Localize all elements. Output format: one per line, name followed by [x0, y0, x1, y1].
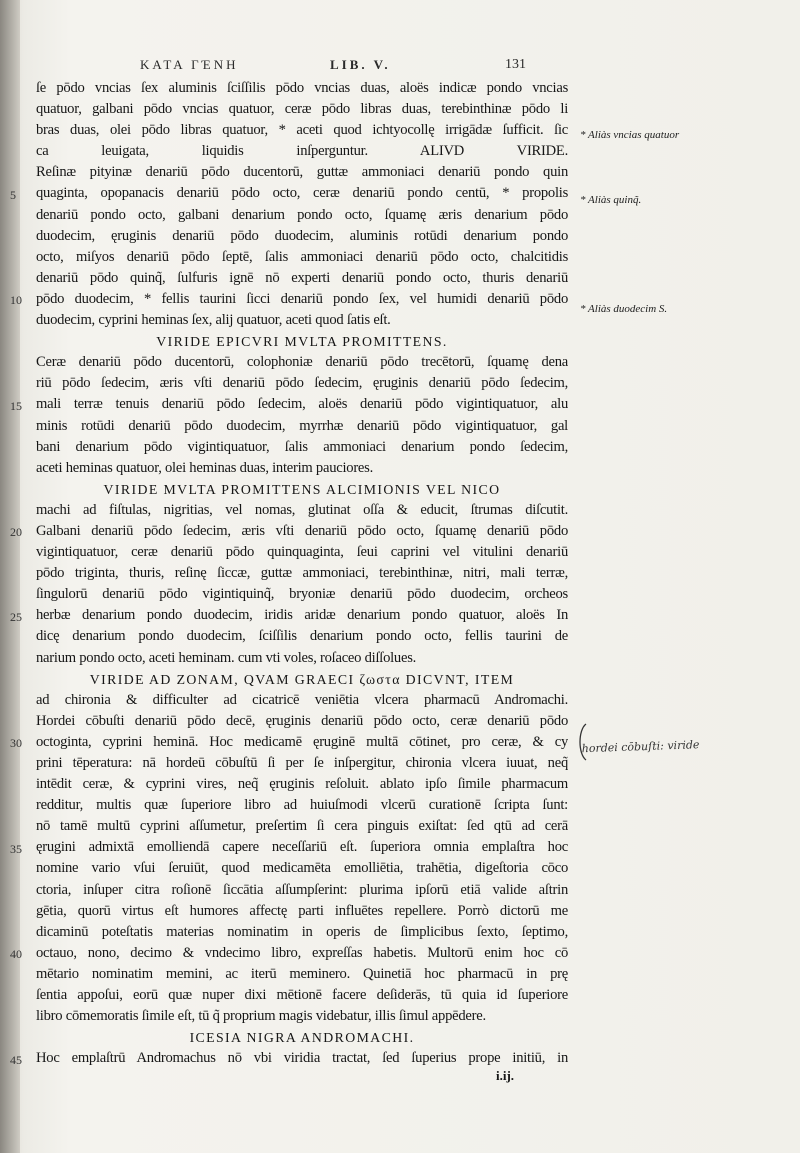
text-line: machi ad fiſtulas, nigritias, vel nomas, glutinat oſſa & educit, ſtrumas diſcutit.	[36, 501, 568, 518]
text-line: gētia, quorū virtus eſt humores affectę parti influētes repellere. Porrò dictorū me	[36, 902, 568, 919]
text-line: ca leuigata, liquidis inſperguntur. ALIVD VIRIDE.	[36, 143, 568, 160]
text-line: redditur, multis quæ ſuperiore libro ad huiuſmodi vlcerū curationē ſcripta ſunt:	[36, 797, 568, 814]
line-number: 45	[10, 1052, 22, 1067]
line-number: 30	[10, 736, 22, 751]
line-number: 5	[10, 187, 16, 202]
text-line: nō tamē multū cyprini aſſumetur, preſertim ſi cera pinguis exiſtat: ſed qtū ad cerā	[36, 818, 568, 835]
text-line: Ceræ denariū pōdo ducentorū, colophoniæ denariū pōdo trecētorū, ſquamę dena	[36, 354, 568, 371]
text-line: duodecim, cyprini heminas ſex, alij quatuor, aceti quod ſatis eſt.	[36, 312, 391, 329]
text-line: libro cōmemoratis ſimile eſt, tū q̃ proprium magis videbatur, illis ſimul appēdere.	[36, 1008, 486, 1025]
text-line: Galbani denariū pōdo ſedecim, æris vſti denariū pōdo octo, ſquamę denariū pōdo	[36, 522, 568, 539]
running-head-greek: ΚΑΤΑ ΓΈΝΗ	[140, 57, 239, 72]
text-line: ctoria, inſuper citra roſionē ſiccātia aſſumpſerint: plurima ipſorū etiā valide aſtrin	[36, 881, 568, 898]
text-line: Hordei cōbuſti denariū pōdo decē, ęruginis denariū pōdo octo, ceræ denariū pōdo	[36, 712, 568, 729]
gutter-shadow	[0, 0, 20, 1153]
text-line: pōdo duodecim, * fellis taurini ſicci denariū pondo ſex, vel humidi denariū pōdo	[36, 290, 568, 307]
line-number: 10	[10, 293, 22, 307]
section-heading: VIRIDE EPICVRI MVLTA PROMITTENS.	[156, 334, 448, 350]
text-line: ſe pōdo vncias ſex aluminis ſciſſilis pōdo vncias duas, aloës indicæ pondo vncias	[36, 80, 568, 96]
line-number: 25	[10, 609, 22, 624]
text-line: quatuor, galbani pōdo vncias quatuor, ceræ pōdo libras duas, terebinthinæ pōdo li	[36, 101, 568, 118]
text-line: ſentia appoſui, eorū quæ nuper dixi mētionē facere deſiderās, tū quia id ſuperiore	[36, 987, 568, 1004]
text-line: pōdo triginta, thuris, reſinę ſiccæ, guttæ ammoniaci, terebinthinæ, nitri, mali terræ,	[36, 565, 568, 582]
text-line: riū pōdo ſedecim, æris vſti denariū pōdo ſedecim, ęruginis denariū pōdo ſedecim,	[36, 375, 568, 392]
text-line: minis rotūdi denariū pōdo duodecim, myrrhæ denariū pōdo vigintiquatuor, gal	[36, 417, 568, 434]
text-line: intēdit ceræ, & cyprini vires, neq̃ ęruginis reſoluit. ablato ipſo ſimile pharmacum	[36, 776, 568, 793]
text-line: dicę denarium pondo duodecim, ſciſſilis denarium pondo octo, fellis taurini de	[36, 628, 568, 645]
text-line: mali terræ tenuis denariū pōdo ſedecim, aloës denariū pōdo vigintiquatuor, alu	[36, 396, 568, 413]
text-line: vigintiquatuor, ceræ denariū pōdo quinquaginta, ſeui caprini vel vitulini denariū	[36, 544, 568, 561]
text-line: ęrugini admixtā emolliendā capere neceſſariū eſt. ſuperiora omnia emplaſtra hoc	[36, 839, 568, 856]
text-line: nomine vario vſui ſeruiūt, quod medicamēta emolliētia, trahētia, digeſtoria cōco	[36, 860, 568, 877]
text-line: duodecim, ęruginis denariū pōdo duodecim, aluminis rotūdi denarium pondo	[36, 227, 568, 244]
text-line: quaginta, opopanacis denariū pōdo octo, ceræ denariū pondo centū, * propolis	[36, 185, 568, 202]
text-line: ad chironia & difficulter ad cicatricē veniētia vlcera pharmacū Andromachi.	[36, 691, 568, 708]
line-number: 40	[10, 947, 22, 962]
handwritten-margin-note: hordei cōbuſti: viride	[581, 738, 700, 756]
line-number: 35	[10, 841, 22, 856]
line-number: 20	[10, 525, 22, 540]
text-line: octoginta, cyprini heminā. Hoc medicamē ęruginē multā cōtinet, pro ceræ, & cy	[36, 733, 568, 750]
text-line: Hoc emplaſtrū Andromachus nō vbi viridia tractat, ſed ſuperius prope initiū, in	[36, 1050, 568, 1067]
margin-note-2: * Aliàs quinq̃.	[580, 194, 642, 206]
running-head	[140, 57, 540, 77]
text-line: bras duas, olei pōdo libras quatuor, * aceti quod ichtyocollę irrigādæ ſufficit. ſic	[36, 122, 568, 139]
margin-note-1: * Aliàs vncias quatuor	[580, 129, 680, 141]
margin-note-3: * Aliàs duodecim S.	[580, 303, 668, 315]
folio-number: 131	[505, 57, 526, 72]
text-line: octauo, nono, decimo & vndecimo libro, expreſſas habetis. Multorū enim hoc cō	[36, 944, 568, 961]
text-line: octo, miſyos denariū pōdo ſeptē, ſalis ammoniaci denariū pōdo octo, chalcitidis	[36, 248, 568, 265]
text-line: aceti heminas quatuor, olei heminas duas, interim pauciores.	[36, 459, 373, 476]
text-line: mētario nominatim memini, ac iterū meminero. Quinetiā hoc pharmacū in prę	[36, 965, 568, 982]
text-line: herbæ denarium pondo duodecim, iridis aridæ denarium pondo quatuor, aloës In	[36, 607, 568, 624]
text-line: bani denarium pōdo vigintiquatuor, ſalis ammoniaci denarium pondo ſedecim,	[36, 438, 568, 455]
text-line: denariū pondo octo, galbani denarium pondo octo, ſquamę æris denarium pōdo	[36, 206, 568, 223]
text-line: dicaminū poteſtatis materias nominatim in operis de ſimplicibus ſexto, ſeptimo,	[36, 923, 568, 940]
text-line: prini tēperatura: nā hordeū cōbuſtū ſi per ſe inſpergitur, chironia vlcera iuuat, neq̃	[36, 755, 568, 771]
running-head-book: LIB. V.	[330, 57, 391, 72]
main-text-block	[36, 78, 568, 1069]
text-line: narium pondo octo, aceti heminam. cum vti voles, roſaceo diſſolues.	[36, 649, 417, 666]
section-heading: VIRIDE MVLTA PROMITTENS ALCIMIONIS VEL NICO	[103, 481, 501, 497]
line-number: 15	[10, 398, 22, 413]
section-heading: VIRIDE AD ZONAM, QVAM GRAECI ζωστα DICVNT, ITEM	[89, 671, 515, 687]
text-line: denariū pōdo quinq̃, ſulfuris ignē nō experti denariū pondo octo, thuris denariū	[36, 269, 568, 286]
section-heading: ICESIA NIGRA ANDROMACHI.	[189, 1030, 415, 1046]
text-line: ſingulorū denariū pōdo vigintiquinq̃, bryoniæ denariū pōdo duodecim, orcheos	[36, 586, 568, 603]
signature-catchword: i.ij.	[496, 1068, 515, 1083]
text-line: Reſinæ pityinæ denariū pōdo ducentorū, guttæ ammoniaci denariū pondo quin	[36, 164, 568, 181]
